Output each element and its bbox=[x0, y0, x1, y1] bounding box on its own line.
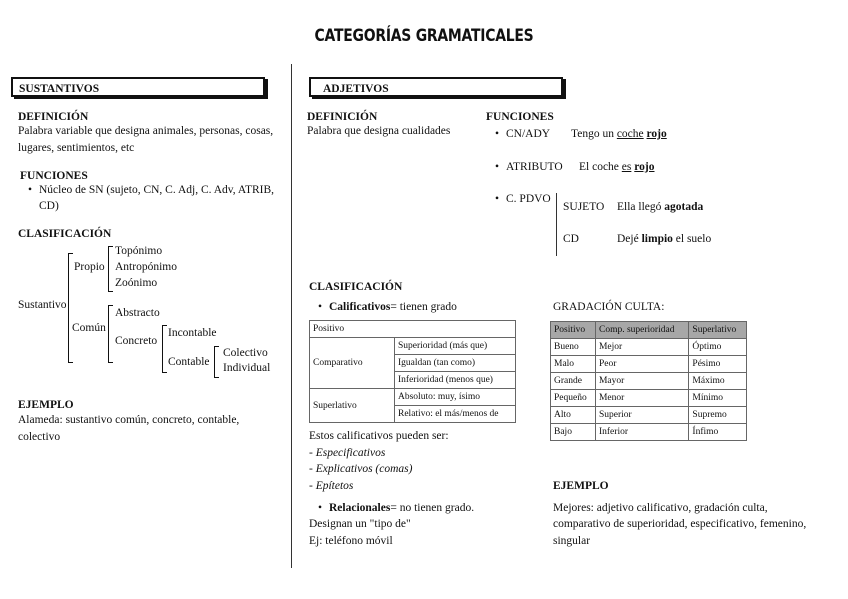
tree-propio: Propio bbox=[74, 261, 105, 273]
especificativos: - Especificativos bbox=[309, 447, 386, 459]
grado-comp-row: Superioridad (más que) bbox=[395, 338, 516, 355]
adj-funcion-cnady: • CN/ADY bbox=[506, 128, 550, 140]
atributo-ex-underline: es bbox=[621, 161, 632, 173]
grado-comp-row: Igualdan (tan como) bbox=[395, 355, 516, 372]
explicativos: - Explicativos (comas) bbox=[309, 463, 413, 475]
sust-definicion-line1: Palabra variable que designa animales, personas, cosas, bbox=[18, 125, 274, 137]
culta-cell: Óptimo bbox=[689, 339, 747, 356]
sust-definicion-line2: lugares, sentimientos, etc bbox=[18, 142, 135, 154]
designan: Designan un "tipo de" bbox=[309, 518, 411, 530]
page-title: CATEGORÍAS GRAMATICALES bbox=[314, 26, 534, 46]
adj-ejemplo-heading: EJEMPLO bbox=[553, 480, 609, 492]
tree-concreto: Concreto bbox=[115, 335, 158, 347]
adj-definicion-text: Palabra que designa cualidades bbox=[307, 125, 451, 137]
sust-ejemplo-line1: Alameda: sustantivo común, concreto, contable, bbox=[18, 414, 240, 426]
adj-calificativos bbox=[329, 301, 457, 313]
cnady-ex-underline: coche bbox=[616, 128, 644, 140]
tree-bracket-contable bbox=[214, 346, 219, 378]
tree-antroponimo: Antropónimo bbox=[115, 261, 177, 273]
sust-definicion-heading: DEFINICIÓN bbox=[18, 111, 89, 123]
culta-cell: Bajo bbox=[551, 424, 596, 441]
adj-definicion-heading: DEFINICIÓN bbox=[307, 111, 378, 123]
tree-bracket-main bbox=[68, 253, 73, 363]
culta-cell: Máximo bbox=[689, 373, 747, 390]
culta-cell: Grande bbox=[551, 373, 596, 390]
culta-header: Superlativo bbox=[689, 322, 747, 339]
table-row bbox=[551, 373, 747, 390]
table-row bbox=[551, 390, 747, 407]
pueden-ser: Estos calificativos pueden ser: bbox=[309, 430, 449, 442]
tree-comun: Común bbox=[72, 322, 106, 334]
sust-ejemplo-heading: EJEMPLO bbox=[18, 399, 74, 411]
table-row bbox=[551, 339, 747, 356]
grado-sup-row: Absoluto: muy, ísimo bbox=[395, 389, 516, 406]
adj-atributo-example bbox=[579, 161, 655, 173]
cd-ex-pre: Dejé bbox=[617, 233, 639, 245]
culta-cell: Inferior bbox=[595, 424, 688, 441]
sust-funciones-line2: CD) bbox=[39, 200, 59, 212]
adj-ejemplo-line2: comparativo de superioridad, especificativo, femenino, bbox=[553, 518, 807, 530]
table-row bbox=[551, 407, 747, 424]
column-divider bbox=[291, 64, 292, 568]
tree-bracket-concreto bbox=[162, 325, 167, 373]
adj-funciones-heading: FUNCIONES bbox=[486, 111, 554, 123]
culta-cell: Malo bbox=[551, 356, 596, 373]
culta-cell: Pésimo bbox=[689, 356, 747, 373]
grado-comp-row: Inferioridad (menos que) bbox=[395, 372, 516, 389]
sujeto-ex-pre: Ella llegó bbox=[617, 201, 662, 213]
sust-ejemplo-line2: colectivo bbox=[18, 431, 61, 443]
atributo-ex-bold: rojo bbox=[634, 161, 655, 173]
grado-positivo: Positivo bbox=[310, 321, 516, 338]
relacionales-label: Relacionales bbox=[329, 502, 391, 514]
tree-bracket-comun bbox=[108, 305, 113, 363]
atributo-ex-pre: El coche bbox=[579, 161, 619, 173]
cpdvo-line bbox=[556, 193, 557, 256]
cpdvo-sujeto-example bbox=[617, 201, 703, 213]
culta-table bbox=[550, 321, 747, 441]
adj-funcion-cpdvo: • C. PDVO bbox=[506, 193, 551, 205]
cpdvo-cd-example bbox=[617, 233, 711, 245]
tree-contable: Contable bbox=[168, 356, 210, 368]
ej-telefono: Ej: teléfono móvil bbox=[309, 535, 393, 547]
tree-zoonimo: Zoónimo bbox=[115, 277, 158, 289]
culta-header: Positivo bbox=[551, 322, 596, 339]
adj-clasificacion-heading: CLASIFICACIÓN bbox=[309, 281, 403, 293]
culta-cell: Menor bbox=[595, 390, 688, 407]
grado-table bbox=[309, 320, 516, 423]
table-row bbox=[551, 356, 747, 373]
culta-header: Comp. superioridad bbox=[595, 322, 688, 339]
table-row bbox=[551, 424, 747, 441]
culta-cell: Bueno bbox=[551, 339, 596, 356]
culta-cell: Supremo bbox=[689, 407, 747, 424]
epitetos: - Epítetos bbox=[309, 480, 354, 492]
culta-cell: Peor bbox=[595, 356, 688, 373]
calificativos-label: Calificativos bbox=[329, 301, 391, 313]
adj-relacionales bbox=[329, 502, 474, 514]
tree-bracket-propio bbox=[108, 246, 113, 292]
cpdvo-cd: CD bbox=[563, 233, 579, 245]
relacionales-desc: = no tienen grado. bbox=[390, 502, 475, 514]
tree-toponimo: Topónimo bbox=[115, 245, 163, 257]
cnady-ex-bold: rojo bbox=[646, 128, 667, 140]
adjetivos-header: ADJETIVOS bbox=[309, 77, 563, 97]
calificativos-desc: = tienen grado bbox=[390, 301, 457, 313]
culta-cell: Superior bbox=[595, 407, 688, 424]
cnady-ex-pre: Tengo un bbox=[571, 128, 614, 140]
tree-abstracto: Abstracto bbox=[115, 307, 160, 319]
culta-cell: Mayor bbox=[595, 373, 688, 390]
gradacion-heading: GRADACIÓN CULTA: bbox=[553, 301, 665, 313]
culta-cell: Pequeño bbox=[551, 390, 596, 407]
adj-cnady-example bbox=[571, 128, 667, 140]
sujeto-ex-bold: agotada bbox=[664, 201, 704, 213]
adj-funcion-atributo: • ATRIBUTO bbox=[506, 161, 563, 173]
culta-cell: Alto bbox=[551, 407, 596, 424]
culta-cell: Ínfimo bbox=[689, 424, 747, 441]
cd-ex-post: el suelo bbox=[675, 233, 712, 245]
grado-comparativo: Comparativo bbox=[310, 338, 395, 389]
grado-superlativo: Superlativo bbox=[310, 389, 395, 423]
tree-incontable: Incontable bbox=[168, 327, 217, 339]
culta-cell: Mejor bbox=[595, 339, 688, 356]
adj-ejemplo-line3: singular bbox=[553, 535, 591, 547]
sustantivos-header: SUSTANTIVOS bbox=[11, 77, 265, 97]
tree-sustantivo: Sustantivo bbox=[18, 299, 67, 311]
adj-ejemplo-line1: Mejores: adjetivo calificativo, gradación culta, bbox=[553, 502, 768, 514]
sust-funciones-heading: FUNCIONES bbox=[20, 170, 88, 182]
cpdvo-sujeto: SUJETO bbox=[563, 201, 605, 213]
sust-funciones-line1: • Núcleo de SN (sujeto, CN, C. Adj, C. Adv, ATRIB, bbox=[39, 184, 274, 196]
cd-ex-bold: limpio bbox=[641, 233, 673, 245]
sust-clasificacion-heading: CLASIFICACIÓN bbox=[18, 228, 112, 240]
tree-colectivo: Colectivo bbox=[223, 347, 268, 359]
grado-sup-row: Relativo: el más/menos de bbox=[395, 406, 516, 423]
culta-cell: Mínimo bbox=[689, 390, 747, 407]
tree-individual: Individual bbox=[223, 362, 271, 374]
